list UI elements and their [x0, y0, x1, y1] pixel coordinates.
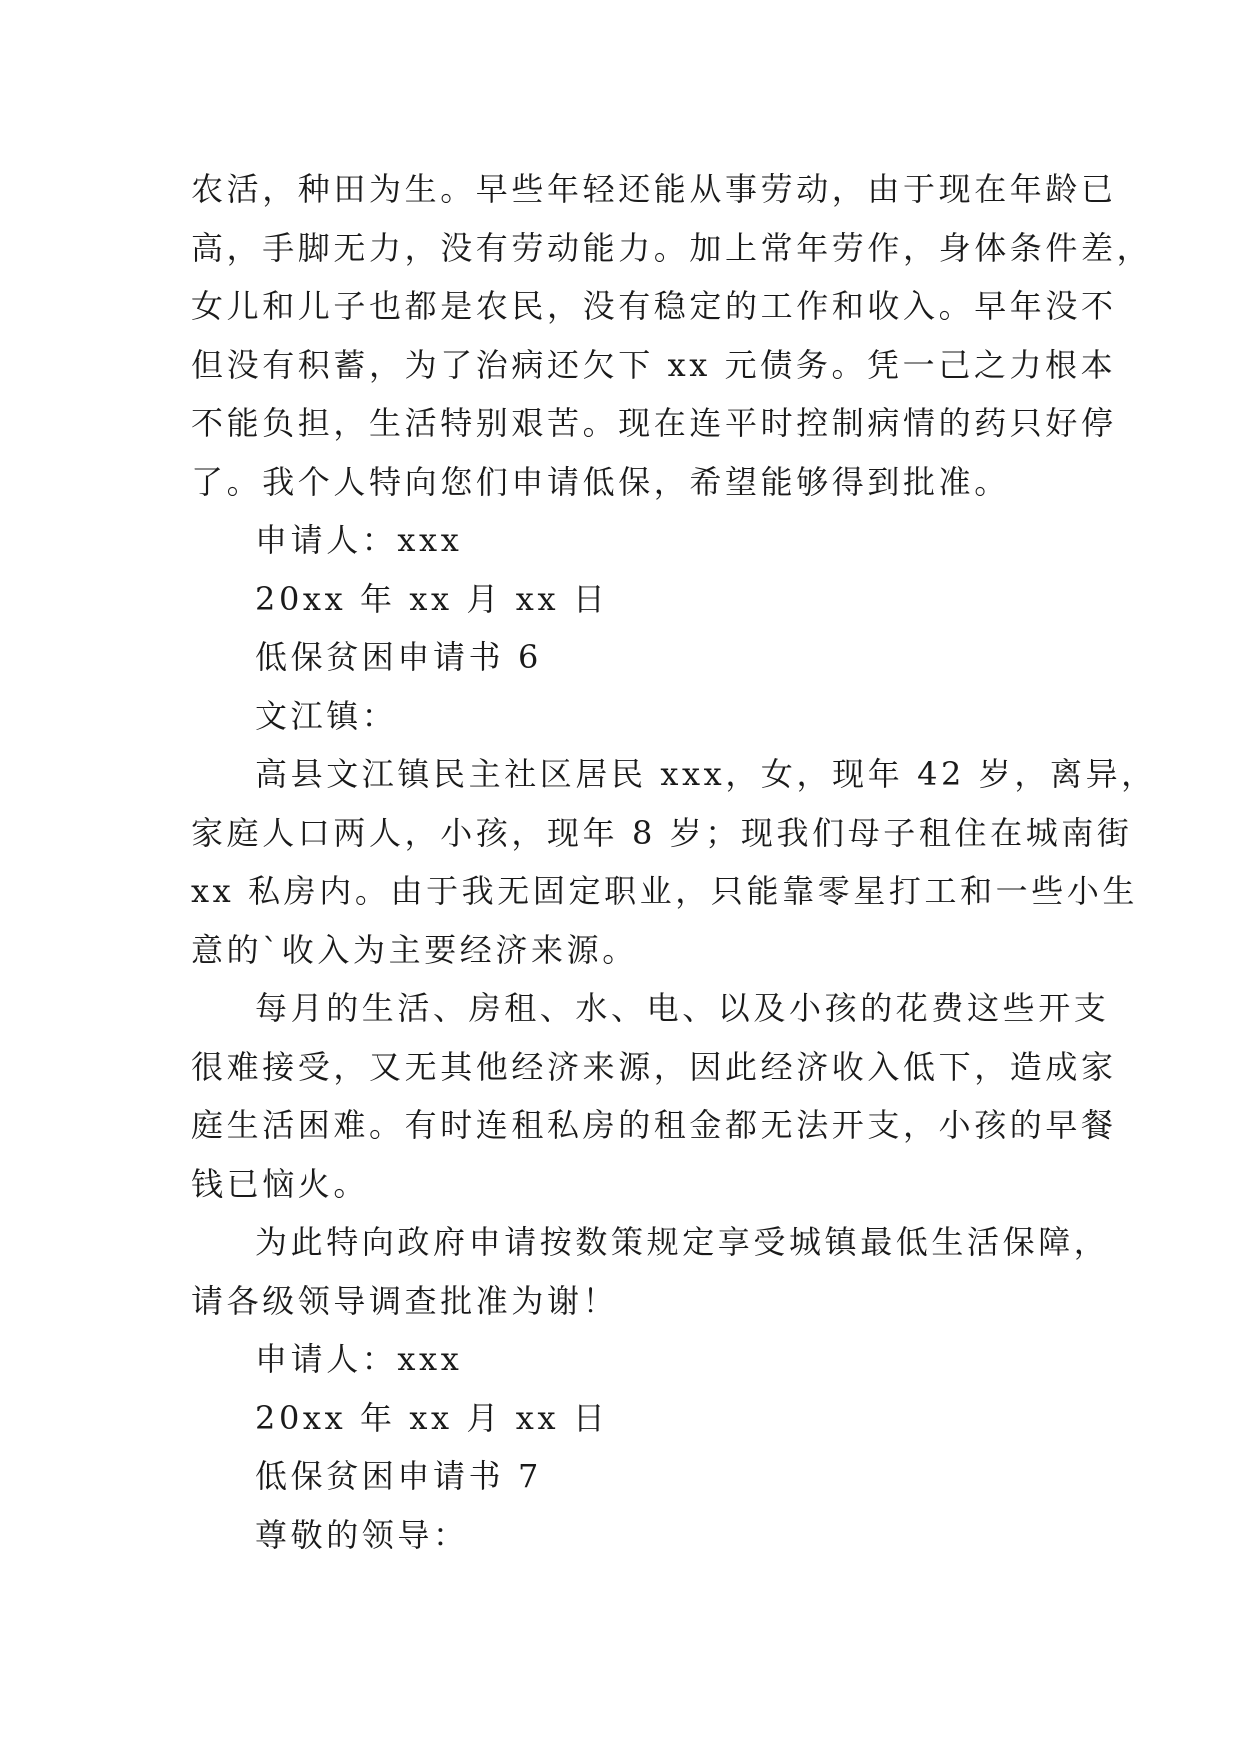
text-line: 很难接受，又无其他经济来源，因此经济收入低下，造成家 — [191, 1047, 1117, 1086]
text-line: 家庭人口两人，小孩，现年 8 岁；现我们母子租住在城南街 — [191, 813, 1133, 852]
text-line: 但没有积蓄，为了治病还欠下 xx 元债务。凭一己之力根本 — [191, 345, 1117, 384]
document-page — [191, 160, 1157, 1564]
salutation: 尊敬的领导： — [255, 1515, 469, 1554]
text-line: 庭生活困难。有时连租私房的租金都无法开支，小孩的早餐 — [191, 1106, 1117, 1144]
date-line: 20xx 年 xx 月 xx 日 — [255, 1398, 609, 1437]
text-line: 钱已恼火。 — [191, 1164, 370, 1203]
date-line: 20xx 年 xx 月 xx 日 — [255, 579, 609, 618]
text-line: 每月的生活、房租、水、电、以及小孩的花费这些开支 — [255, 989, 1110, 1027]
text-line: 意的`收入为主要经济来源。 — [191, 930, 638, 969]
text-line: xx 私房内。由于我无固定职业，只能靠零星打工和一些小生 — [191, 872, 1139, 910]
text-line: 农活，种田为生。早些年轻还能从事劳动，由于现在年龄已 — [191, 170, 1117, 208]
applicant-line: 申请人：xxx — [255, 1340, 463, 1378]
applicant-line: 申请人：xxx — [255, 521, 463, 559]
text-line: 高，手脚无力，没有劳动能力。加上常年劳作，身体条件差， — [191, 228, 1153, 267]
salutation: 文江镇： — [255, 696, 398, 735]
section-title: 低保贫困申请书 7 — [255, 1457, 542, 1495]
text-line: 为此特向政府申请按数策规定享受城镇最低生活保障， — [255, 1223, 1110, 1261]
text-line: 女儿和儿子也都是农民，没有稳定的工作和收入。早年没不 — [191, 287, 1117, 325]
section-title: 低保贫困申请书 6 — [255, 638, 542, 676]
text-line: 高县文江镇民主社区居民 xxx，女，现年 42 岁，离异， — [255, 755, 1157, 793]
text-line: 了。我个人特向您们申请低保，希望能够得到批准。 — [191, 462, 1010, 501]
text-line: 请各级领导调查批准为谢！ — [191, 1281, 619, 1320]
text-line: 不能负担，生活特别艰苦。现在连平时控制病情的药只好停 — [191, 404, 1117, 442]
